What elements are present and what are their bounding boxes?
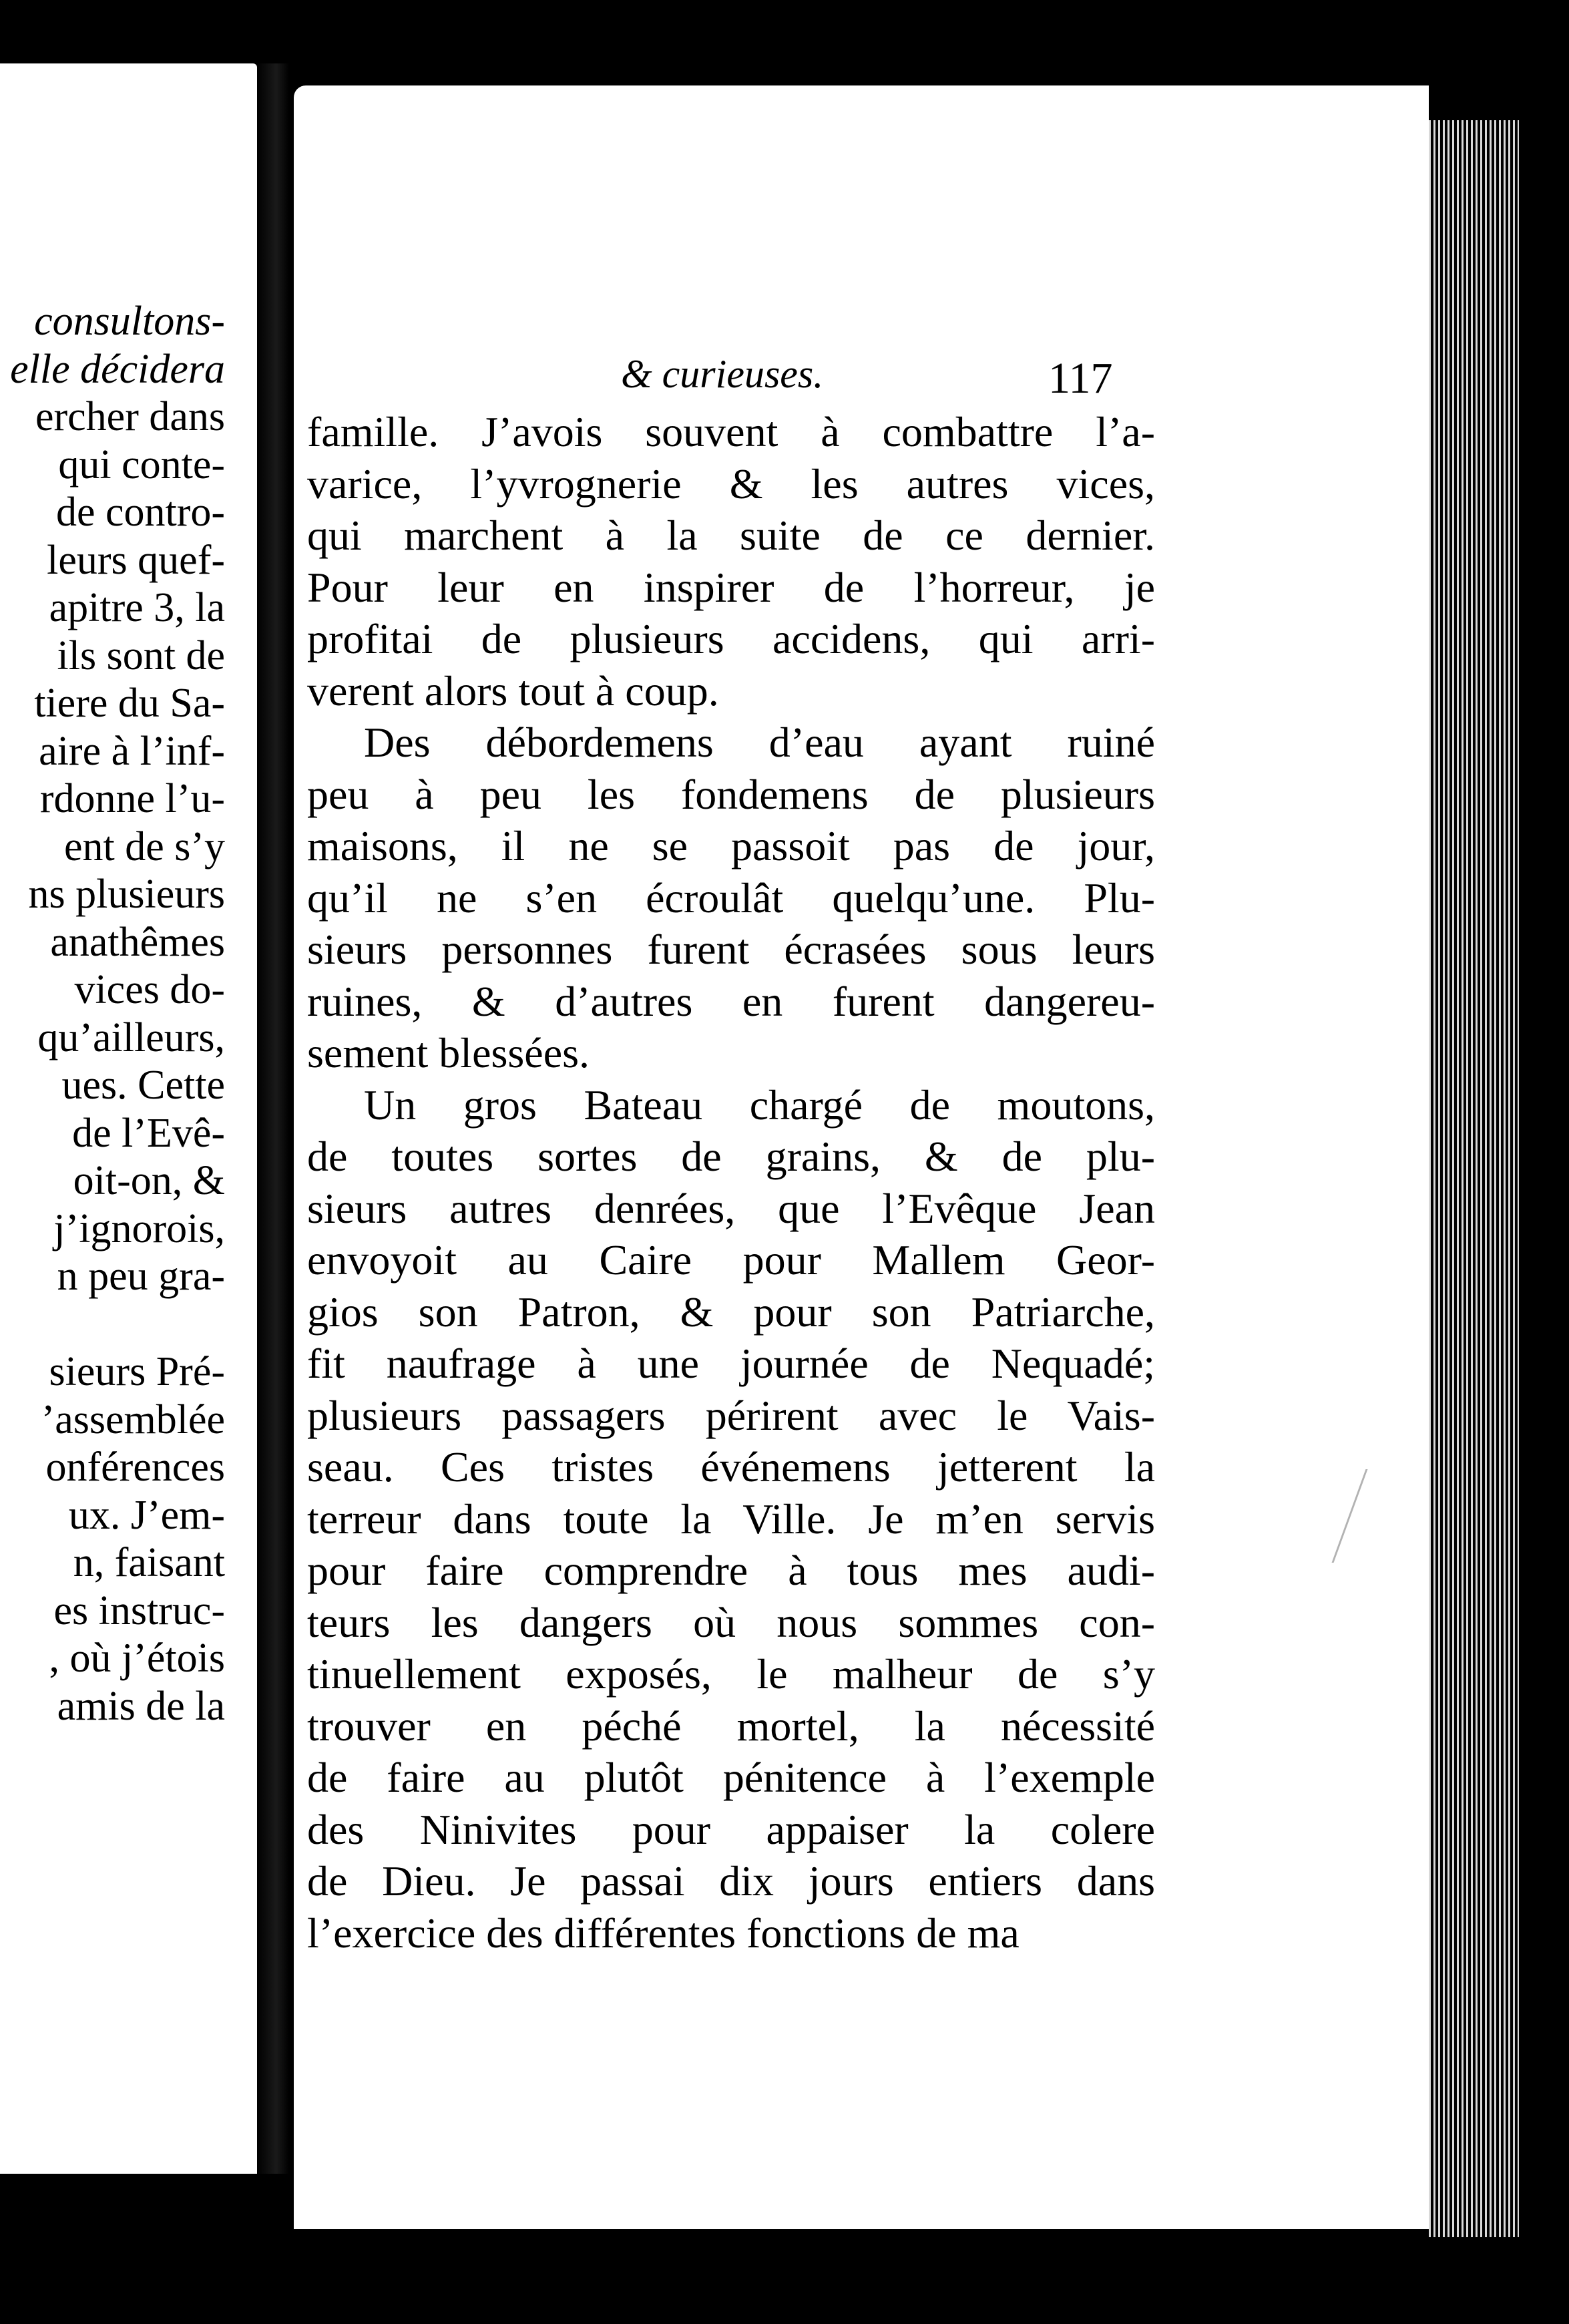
right-page bbox=[294, 85, 1429, 2229]
left-page-line: n peu gra- bbox=[57, 1253, 225, 1299]
text-line: ruines, & d’autres en furent dangereu- bbox=[307, 977, 1155, 1025]
text-line: sieurs personnes furent écrasées sous leurs bbox=[307, 926, 1155, 973]
text-line: profitai de plusieurs accidens, qui arri- bbox=[307, 615, 1155, 662]
text-line: seau. Ces tristes événemens jetterent la bbox=[307, 1443, 1155, 1491]
text-line: pour faire comprendre à tous mes audi- bbox=[307, 1547, 1155, 1594]
paragraph bbox=[307, 717, 1155, 1079]
text-line: plusieurs passagers périrent avec le Vais- bbox=[307, 1391, 1155, 1439]
text-line: peu à peu les fondemens de plusieurs bbox=[307, 770, 1155, 818]
left-page-line: ’assemblée bbox=[41, 1396, 225, 1442]
page-header bbox=[294, 354, 1429, 414]
left-page-line: de l’Evê- bbox=[72, 1110, 225, 1156]
text-line: sieurs autres denrées, que l’Evêque Jean bbox=[307, 1184, 1155, 1232]
left-page-line: aire à l’inf- bbox=[39, 728, 225, 774]
text-line: envoyoit au Caire pour Mallem Geor- bbox=[307, 1236, 1155, 1284]
left-page-line: consultons- bbox=[34, 299, 225, 344]
left-page-line: amis de la bbox=[57, 1683, 225, 1729]
left-page-line: apitre 3, la bbox=[49, 585, 225, 630]
left-page-line: oit-on, & bbox=[73, 1158, 225, 1203]
paragraph bbox=[307, 406, 1155, 717]
text-line: Des débordemens d’eau ayant ruiné bbox=[364, 719, 1155, 766]
left-page-line: es instruc- bbox=[53, 1587, 225, 1633]
left-page-line: rdonne l’u- bbox=[39, 776, 225, 821]
left-page-line: leurs quef- bbox=[47, 537, 225, 583]
left-page-line: ent de s’y bbox=[63, 823, 225, 869]
left-page-line: ux. J’em- bbox=[68, 1492, 225, 1538]
text-line: famille. J’avois souvent à combattre l’a- bbox=[307, 408, 1155, 455]
text-line: terreur dans toute la Ville. Je m’en servis bbox=[307, 1495, 1155, 1543]
left-page-line: ercher dans bbox=[35, 394, 225, 439]
left-page-line: de contro- bbox=[55, 490, 225, 535]
left-page-line: tiere du Sa- bbox=[34, 681, 225, 726]
running-head: & curieuses. bbox=[621, 352, 824, 396]
left-page-fragment bbox=[0, 63, 257, 2174]
paragraph bbox=[307, 1079, 1155, 1959]
left-page-line: sieurs Pré- bbox=[49, 1349, 225, 1394]
left-page-line: qui conte- bbox=[58, 441, 225, 488]
text-line: teurs les dangers où nous sommes con- bbox=[307, 1598, 1155, 1646]
text-line: trouver en péché mortel, la nécessité bbox=[307, 1702, 1155, 1750]
text-line: maisons, il ne se passoit pas de jour, bbox=[307, 822, 1155, 869]
left-page-line: ils sont de bbox=[57, 632, 225, 679]
left-page-line: ues. Cette bbox=[61, 1062, 225, 1108]
left-page-line: , où j’étois bbox=[49, 1635, 225, 1681]
text-line: sement blessées. bbox=[307, 1029, 590, 1077]
page-number: 117 bbox=[1048, 354, 1113, 403]
text-line: qui marchent à la suite de ce dernier. bbox=[307, 512, 1155, 559]
text-line: l’exercice des différentes fonctions de ma bbox=[307, 1909, 1020, 1957]
text-line: fit naufrage à une journée de Nequadé; bbox=[307, 1340, 1155, 1387]
text-line: Pour leur en inspirer de l’horreur, je bbox=[307, 563, 1155, 611]
text-line: gios son Patron, & pour son Patriarche, bbox=[307, 1288, 1155, 1336]
left-page-line: anathêmes bbox=[50, 919, 225, 965]
left-page-line: ns plusieurs bbox=[28, 872, 225, 917]
left-page-line: j’ignorois, bbox=[53, 1205, 225, 1251]
page-body-text bbox=[307, 406, 1155, 1959]
left-page-line: elle décidera bbox=[10, 346, 225, 392]
book-gutter bbox=[257, 63, 289, 2174]
left-page-line: n, faisant bbox=[73, 1540, 225, 1585]
text-line: de Dieu. Je passai dix jours entiers dans bbox=[307, 1857, 1155, 1905]
text-line: de faire au plutôt pénitence à l’exemple bbox=[307, 1754, 1155, 1801]
text-line: qu’il ne s’en écroulât quelqu’une. Plu- bbox=[307, 874, 1155, 922]
text-line: tinuellement exposés, le malheur de s’y bbox=[307, 1650, 1155, 1698]
text-line: Un gros Bateau chargé de moutons, bbox=[364, 1081, 1155, 1129]
text-line: de toutes sortes de grains, & de plu- bbox=[307, 1133, 1155, 1180]
left-page-line: onférences bbox=[45, 1444, 225, 1490]
text-line: des Ninivites pour appaiser la colere bbox=[307, 1805, 1155, 1853]
text-line: varice, l’yvrognerie & les autres vices, bbox=[307, 459, 1155, 508]
text-line: verent alors tout à coup. bbox=[307, 666, 719, 715]
left-page-line: vices do- bbox=[74, 967, 225, 1012]
left-page-line: qu’ailleurs, bbox=[37, 1014, 225, 1060]
page-edges bbox=[1429, 120, 1519, 2237]
